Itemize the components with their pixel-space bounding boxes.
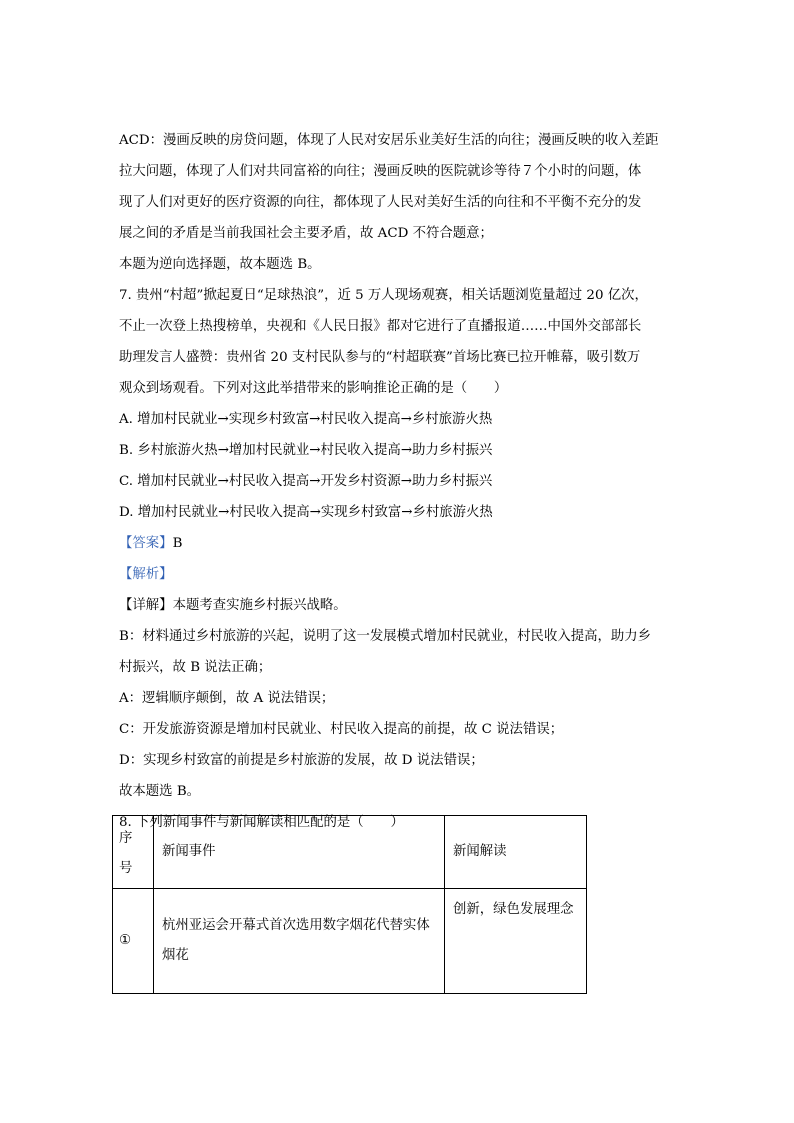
intro-line-5: 本题为逆向选择题，故本题选 B。 <box>119 257 321 272</box>
news-table <box>112 815 587 994</box>
conclusion-line: 故本题选 B。 <box>119 784 201 799</box>
header-cell-interpretation: 新闻解读 <box>445 816 587 889</box>
analysis-c-line: C：开发旅游资源是增加村民就业、村民收入提高的前提，故 C 说法错误； <box>119 722 564 737</box>
question-8-text: 8. 下列新闻事件与新闻解读相匹配的是（ ） <box>119 815 404 830</box>
header-cell-index: 序号 <box>113 816 154 889</box>
analysis-line <box>119 565 173 585</box>
intro-line-4: 展之间的矛盾是当前我国社会主要矛盾，故 ACD 不符合题意； <box>119 226 493 241</box>
analysis-b-line-2: 村振兴，故 B 说法正确； <box>119 660 272 675</box>
answer-line <box>119 534 182 554</box>
answer-value: B <box>172 536 183 551</box>
analysis-d-line: D：实现乡村致富的前提是乡村旅游的发展，故 D 说法错误； <box>119 753 484 768</box>
question-7-line-1: 7. 贵州“村超”掀起夏日“足球热浪”，近 5 万人现场观赛，相关话题浏览量超过 20 亿次， <box>119 288 648 303</box>
intro-line-2: 拉大问题，体现了人们对共同富裕的向往；漫画反映的医院就诊等待７个小时的问题，体 <box>119 164 642 179</box>
analysis-b-line-1: B：材料通过乡村旅游的兴起，说明了这一发展模式增加村民就业，村民收入提高，助力乡 <box>119 629 652 644</box>
intro-line-1: ACD：漫画反映的房贷问题，体现了人民对安居乐业美好生活的向往；漫画反映的收入差距 <box>119 133 659 148</box>
question-7-line-4: 观众到场观看。下列对这此举措带来的影响推论正确的是（ ） <box>119 381 508 396</box>
option-b: B. 乡村旅游火热→增加村民就业→村民收入提高→助力乡村振兴 <box>119 443 493 458</box>
row-index-cell: ① <box>113 889 154 994</box>
header-cell-event: 新闻事件 <box>154 816 445 889</box>
detail-line <box>119 596 347 616</box>
intro-line-3: 现了人们对更好的医疗资源的向往，都体现了人民对美好生活的向往和不平衡不充分的发 <box>119 195 642 210</box>
analysis-label: 【解析】 <box>119 567 173 582</box>
detail-text: 本题考查实施乡村振兴战略。 <box>172 598 347 613</box>
option-d: D. 增加村民就业→村民收入提高→实现乡村致富→乡村旅游火热 <box>119 505 493 520</box>
option-a: A. 增加村民就业→实现乡村致富→村民收入提高→乡村旅游火热 <box>119 412 493 427</box>
question-7-line-3: 助理发言人盛赞：贵州省 20 支村民队参与的“村超联赛”首场比赛已拉开帷幕，吸引数万 <box>119 350 641 365</box>
table-header-row <box>113 816 587 889</box>
row-event-cell: 杭州亚运会开幕式首次选用数字烟花代替实体烟花 <box>154 889 445 994</box>
option-c: C. 增加村民就业→村民收入提高→开发乡村资源→助力乡村振兴 <box>119 474 493 489</box>
answer-label: 【答案】 <box>119 536 173 551</box>
analysis-a-line: A：逻辑顺序颠倒，故 A 说法错误； <box>119 691 335 706</box>
table-row <box>113 889 587 994</box>
row-interpretation-cell: 创新，绿色发展理念 <box>445 889 587 994</box>
detail-label: 【详解】 <box>119 598 173 613</box>
question-7-line-2: 不止一次登上热搜榜单，央视和《人民日报》都对它进行了直播报道……中国外交部部长 <box>119 319 642 334</box>
